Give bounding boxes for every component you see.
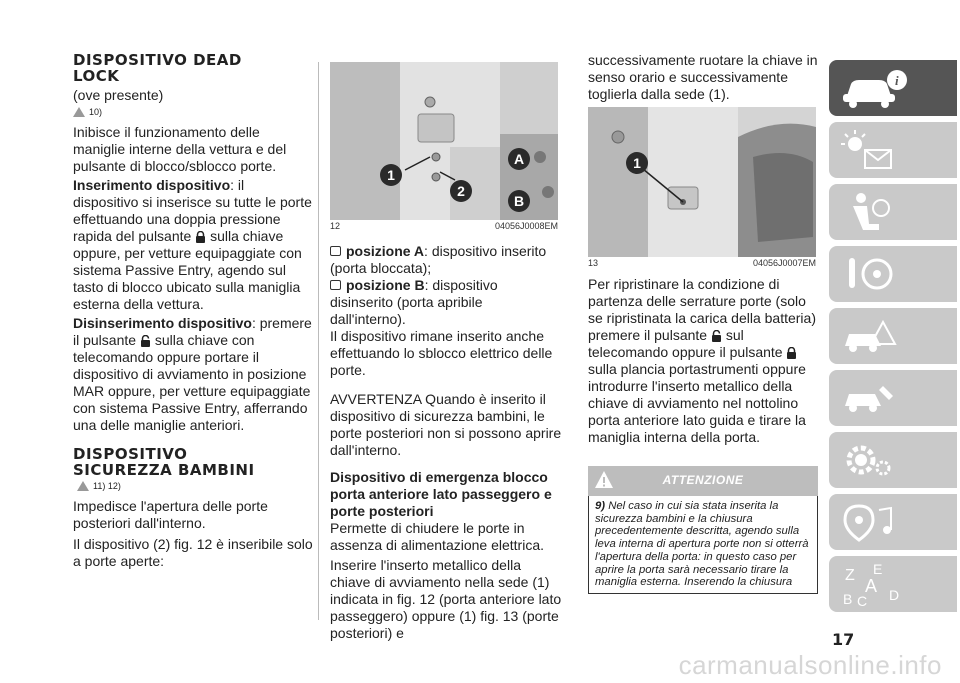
paragraph: Il dispositivo rimane inserito anche effettuando lo sblocco elettrico delle porte. [330,328,553,378]
alphabet-index-icon [839,562,909,608]
media-nav-icon [839,500,899,544]
callout-1: 1 [626,152,648,174]
paragraph: Impedisce l'apertura delle porte posteriori dall'interno. [73,498,268,531]
svg-text:C: C [857,593,868,608]
svg-text:Z: Z [845,567,855,584]
steering-key-icon [839,252,899,296]
position-b: posizione B: dispositivo disinserito (porta apribile dall'interno). [330,277,498,327]
restore-paragraph: Per ripristinare la condizione di partenza delle serrature porte (solo se ripristinata la carica della batteria) premere il pulsante sul telecomando oppure il pulsante sulla plancia portastrumenti oppure introdurre l'inserto metallico della chiave di avviamento nel nottolino porta anteriore lato guida e tirare la maniglia interna della porta. [588,276,816,445]
tab-multimedia[interactable] [829,494,957,550]
position-a: posizione A: dispositivo inserito (porta bloccata); [330,243,547,276]
warning-paragraph: AVVERTENZA Quando è inserito il dispositivo di sicurezza bambini, le porte posteriori non si possono aprire dall'interno. [330,391,562,458]
paragraph: Il dispositivo (2) fig. 12 è inseribile solo a porte aperte: [73,536,313,569]
warning-number: 9) [595,500,606,512]
column-3 [588,52,820,594]
tab-technical-data[interactable] [829,432,957,488]
tab-emergency[interactable] [829,308,957,364]
svg-text:E: E [873,562,883,577]
paragraph: Permette di chiudere le porte in assenza di alimentazione elettrica. [330,520,545,553]
attention-header [588,466,818,496]
tab-safety[interactable] [829,184,957,240]
column-divider [318,62,319,620]
paragraph: Inserire l'inserto metallico della chiave di avviamento nella sede (1) indicata in fig. 12 (porta anteriore lato passeggero) oppure (1) fig. 13 (porte posteriori) e [330,557,562,641]
tab-index[interactable] [829,556,957,612]
airbag-seat-icon [839,190,899,234]
paragraph: Inibisce il funzionamento delle maniglie interne della vettura e del pulsante di blocco/sblocco porte. [73,124,287,174]
tab-maintenance[interactable] [829,370,957,426]
callout-1: 1 [380,164,402,186]
warning-box [588,496,818,594]
warning-triangle-icon [77,481,89,491]
watermark: carmanualsonline.info [678,650,942,680]
figure-caption [588,258,816,268]
callout-2: 2 [450,180,472,202]
sun-mail-icon [839,128,899,172]
svg-text:i: i [895,73,899,88]
warning-text: Nel caso in cui sia stata inserita la sicurezza bambini e la chiusura precedentemente descritta, agendo sulla leva interna di apertura porte non si otterrà l'apertura della porta: in questo caso per aprire la porta sarà necessario tirare la maniglia esterna. Inserendo la chiusura [595,500,809,589]
svg-text:D: D [889,587,900,603]
rear-door-illustration [588,107,816,257]
figure-code: 04056J0008EM [494,221,558,231]
column-2 [330,52,562,642]
figure-caption [330,221,558,231]
tab-lights-messages[interactable] [829,122,957,178]
checkbox-bullet-icon [330,246,341,256]
unlock-icon [711,330,722,342]
checkbox-bullet-icon [330,280,341,290]
warning-ref: 11) 12) [77,480,313,492]
svg-text:B: B [843,591,853,607]
figure-12 [330,62,558,220]
figure-number: 12 [330,221,341,231]
disinsert-paragraph: Disinserimento dispositivo: premere il pulsante sulla chiave con telecomando oppure portare il dispositivo di avviamento in posizione MAR oppure, per vetture equipaggiate con sistema Passive Entry, afferrando una delle maniglie anteriori. [73,315,312,433]
warning-ref: 10) [73,106,313,118]
dead-lock-subtitle: (ove presente) [73,87,164,103]
page-number: 17 [832,630,855,649]
svg-text:A: A [865,576,878,596]
gear-icon [839,438,899,482]
car-wrench-icon [839,376,899,420]
warning-triangle-icon [73,107,85,117]
callout-a: A [508,148,530,170]
emergency-title: Dispositivo di emergenza blocco porta anteriore lato passeggero e porte posteriori [330,469,552,519]
dead-lock-title: DISPOSITIVO DEAD LOCK [73,51,242,85]
child-safety-title: DISPOSITIVO SICUREZZA BAMBINI [73,445,255,479]
lock-icon [195,231,206,243]
figure-13 [588,107,816,257]
attention-title: ATTENZIONE [662,473,744,487]
insert-paragraph: Inserimento dispositivo: il dispositivo si inserisce su tutte le porte effettuando una doppia pressione rapida del pulsante sulla chiave oppure, per vetture equipaggiate con sistema Passive Entry, agendo sul tasto di blocco ubicato sulla maniglia esterna della vettura. [73,177,312,312]
tab-vehicle-info[interactable] [829,60,957,116]
column-1 [73,52,313,570]
car-info-icon [839,66,909,110]
callout-b: B [508,190,530,212]
tab-starting-driving[interactable] [829,246,957,302]
unlock-icon [140,335,151,347]
figure-code: 04056J0007EM [752,258,816,268]
paragraph: successivamente ruotare la chiave in senso orario e successivamente toglierla dalla sede (1). [588,52,818,102]
lock-icon [786,347,797,359]
car-crash-icon [839,314,899,358]
figure-number: 13 [588,258,599,268]
